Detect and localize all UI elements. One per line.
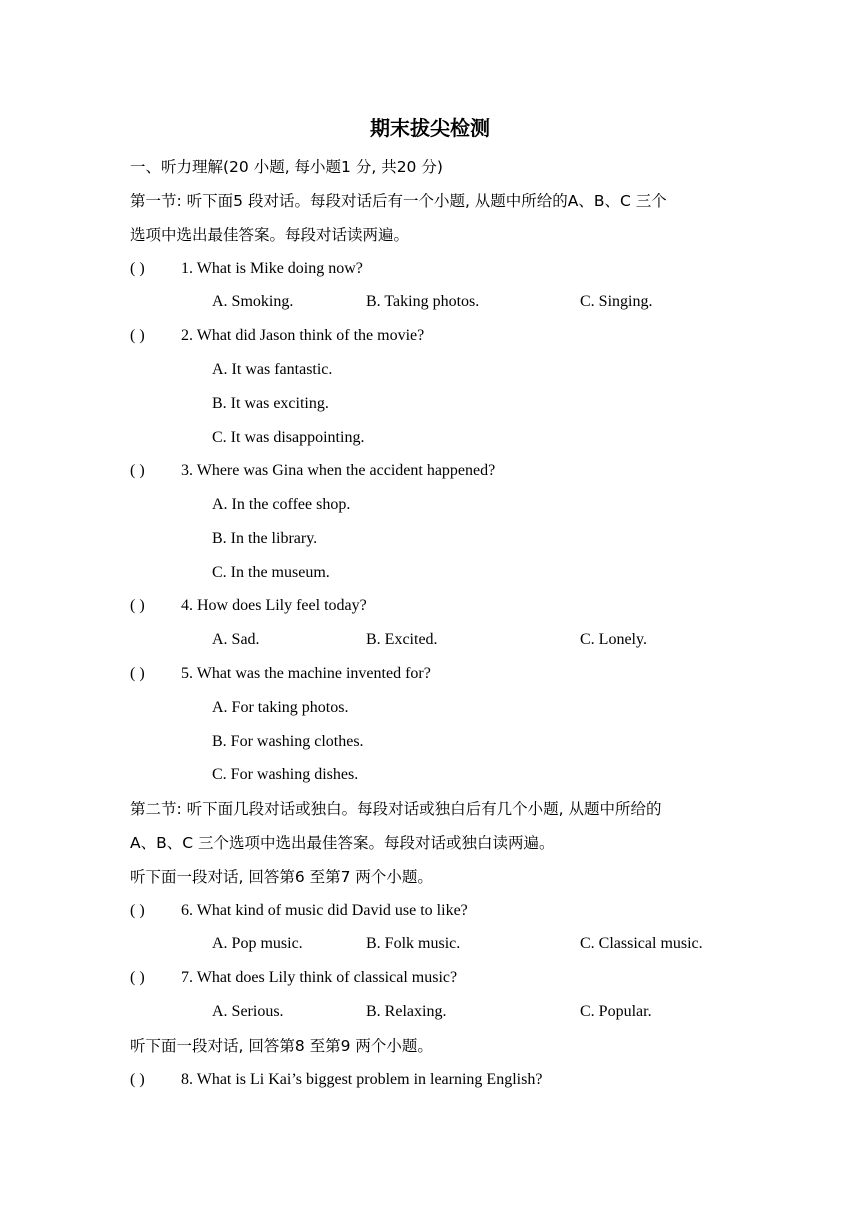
question-stem: 4. How does Lily feel today? xyxy=(181,597,367,614)
option-b: B. For washing clothes. xyxy=(212,733,364,750)
question-stem: 5. What was the machine invented for? xyxy=(181,665,431,682)
section-heading: 一、听力理解(20 小题, 每小题1 分, 共20 分) xyxy=(130,158,443,176)
group-instruction: 听下面一段对话, 回答第8 至第9 两个小题。 xyxy=(130,1037,433,1055)
answer-blank: ( ) xyxy=(130,597,145,614)
option-c: C. It was disappointing. xyxy=(212,429,365,446)
answer-blank: ( ) xyxy=(130,1071,145,1088)
answer-blank: ( ) xyxy=(130,462,145,479)
option-b: B. Folk music. xyxy=(366,935,461,952)
question-stem: 1. What is Mike doing now? xyxy=(181,260,363,277)
option-c: C. For washing dishes. xyxy=(212,766,359,783)
option-b: B. In the library. xyxy=(212,530,318,547)
option-a: A. It was fantastic. xyxy=(212,361,333,378)
option-c: C. Singing. xyxy=(580,293,653,310)
option-a: A. Serious. xyxy=(212,1003,284,1020)
option-b: B. Taking photos. xyxy=(366,293,480,310)
part2-instruction-line2: A、B、C 三个选项中选出最佳答案。每段对话或独白读两遍。 xyxy=(130,834,555,852)
question-stem: 6. What kind of music did David use to like? xyxy=(181,902,468,919)
part1-instruction-line1: 第一节: 听下面5 段对话。每段对话后有一个小题, 从题中所给的A、B、C 三个 xyxy=(130,192,667,210)
answer-blank: ( ) xyxy=(130,665,145,682)
question-stem: 8. What is Li Kai’s biggest problem in learning English? xyxy=(181,1071,543,1088)
option-a: A. Sad. xyxy=(212,631,260,648)
page-title: 期末拔尖检测 xyxy=(370,116,490,140)
part1-instruction-line2: 选项中选出最佳答案。每段对话读两遍。 xyxy=(130,226,410,244)
option-a: A. Pop music. xyxy=(212,935,303,952)
option-c: C. In the museum. xyxy=(212,564,330,581)
option-a: A. In the coffee shop. xyxy=(212,496,351,513)
answer-blank: ( ) xyxy=(130,260,145,277)
option-b: B. It was exciting. xyxy=(212,395,329,412)
answer-blank: ( ) xyxy=(130,969,145,986)
part2-instruction-line1: 第二节: 听下面几段对话或独白。每段对话或独白后有几个小题, 从题中所给的 xyxy=(130,800,662,818)
option-a: A. For taking photos. xyxy=(212,699,349,716)
option-a: A. Smoking. xyxy=(212,293,294,310)
question-stem: 7. What does Lily think of classical music? xyxy=(181,969,458,986)
option-b: B. Excited. xyxy=(366,631,438,648)
option-c: C. Lonely. xyxy=(580,631,647,648)
option-b: B. Relaxing. xyxy=(366,1003,447,1020)
group-instruction: 听下面一段对话, 回答第6 至第7 两个小题。 xyxy=(130,868,433,886)
question-stem: 3. Where was Gina when the accident happened? xyxy=(181,462,496,479)
question-stem: 2. What did Jason think of the movie? xyxy=(181,327,425,344)
option-c: C. Classical music. xyxy=(580,935,703,952)
answer-blank: ( ) xyxy=(130,327,145,344)
option-c: C. Popular. xyxy=(580,1003,652,1020)
answer-blank: ( ) xyxy=(130,902,145,919)
